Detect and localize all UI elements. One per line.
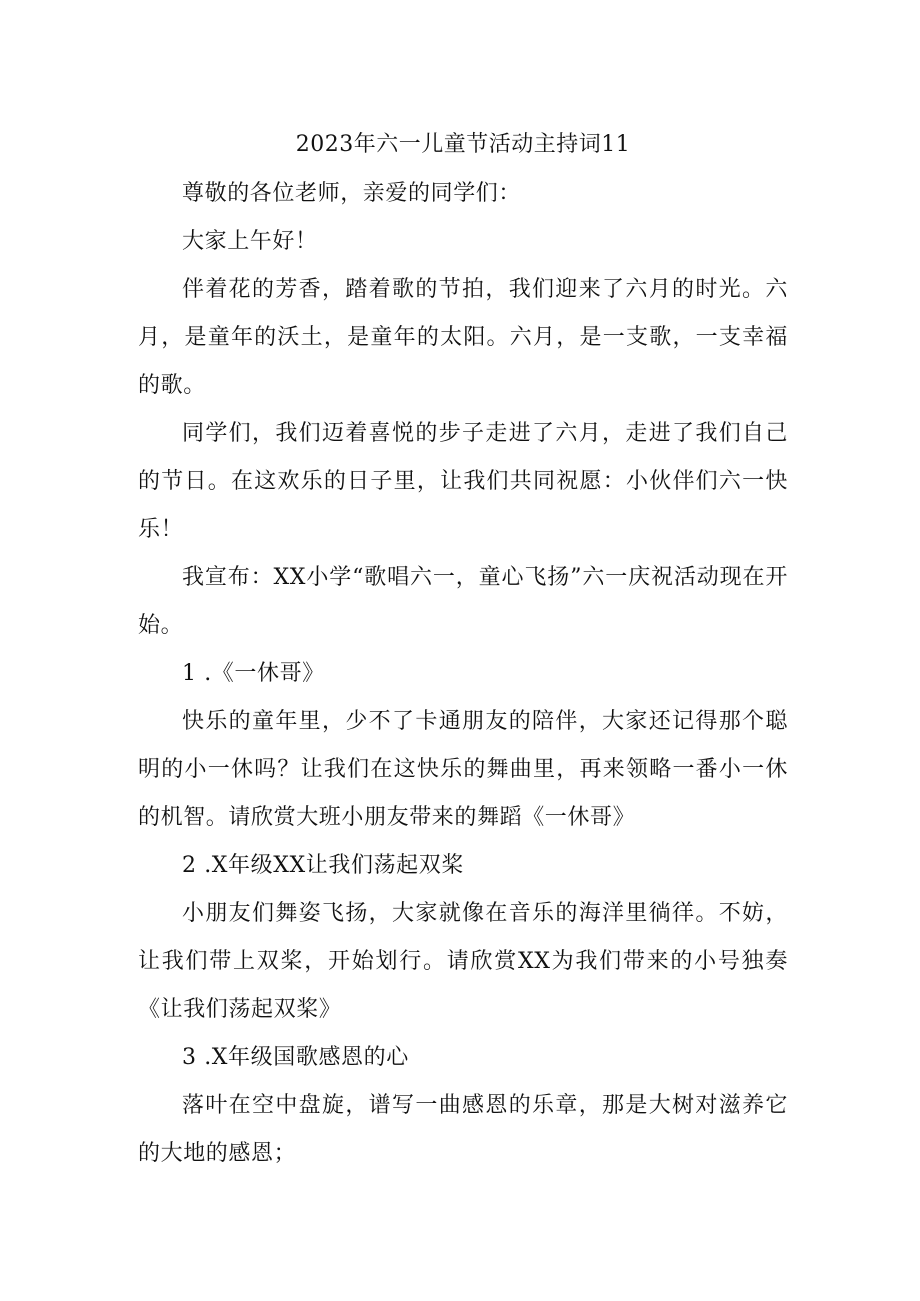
paragraph-festival: 同学们，我们迈着喜悦的步子走进了六月，走进了我们自己的节日。在这欢乐的日子里，让我们共同祝愿：小伙伴们六一快乐！ xyxy=(138,421,788,542)
paragraph-greeting: 尊敬的各位老师，亲爱的同学们： xyxy=(182,181,522,206)
paragraph-announcement: 我宣布：XX小学“歌唱六一，童心飞扬”六一庆祝活动现在开始。 xyxy=(138,565,788,638)
paragraph-good-morning: 大家上午好！ xyxy=(182,229,318,254)
program-item-2-heading: 2 .X年级XX让我们荡起双桨 xyxy=(182,853,464,878)
document-body xyxy=(138,122,788,1178)
program-item-1-intro: 快乐的童年里，少不了卡通朋友的陪伴，大家还记得那个聪明的小一休吗？让我们在这快乐的舞曲里，再来领略一番小一休的机智。请欣赏大班小朋友带来的舞蹈《一休哥》 xyxy=(138,709,788,830)
program-item-3-heading: 3 .X年级国歌感恩的心 xyxy=(182,1045,409,1070)
program-item-2-intro: 小朋友们舞姿飞扬，大家就像在音乐的海洋里徜徉。不妨，让我们带上双桨，开始划行。请欣赏XX为我们带来的小号独奏《让我们荡起双桨》 xyxy=(138,901,788,1022)
document-title: 2023年六一儿童节活动主持词11 xyxy=(295,132,631,157)
program-item-1-heading: 1 .《一休哥》 xyxy=(182,661,325,686)
paragraph-june-intro: 伴着花的芳香，踏着歌的节拍，我们迎来了六月的时光。六月，是童年的沃土，是童年的太阳。六月，是一支歌，一支幸福的歌。 xyxy=(138,277,788,398)
program-item-3-intro: 落叶在空中盘旋，谱写一曲感恩的乐章，那是大树对滋养它的大地的感恩； xyxy=(138,1093,788,1166)
